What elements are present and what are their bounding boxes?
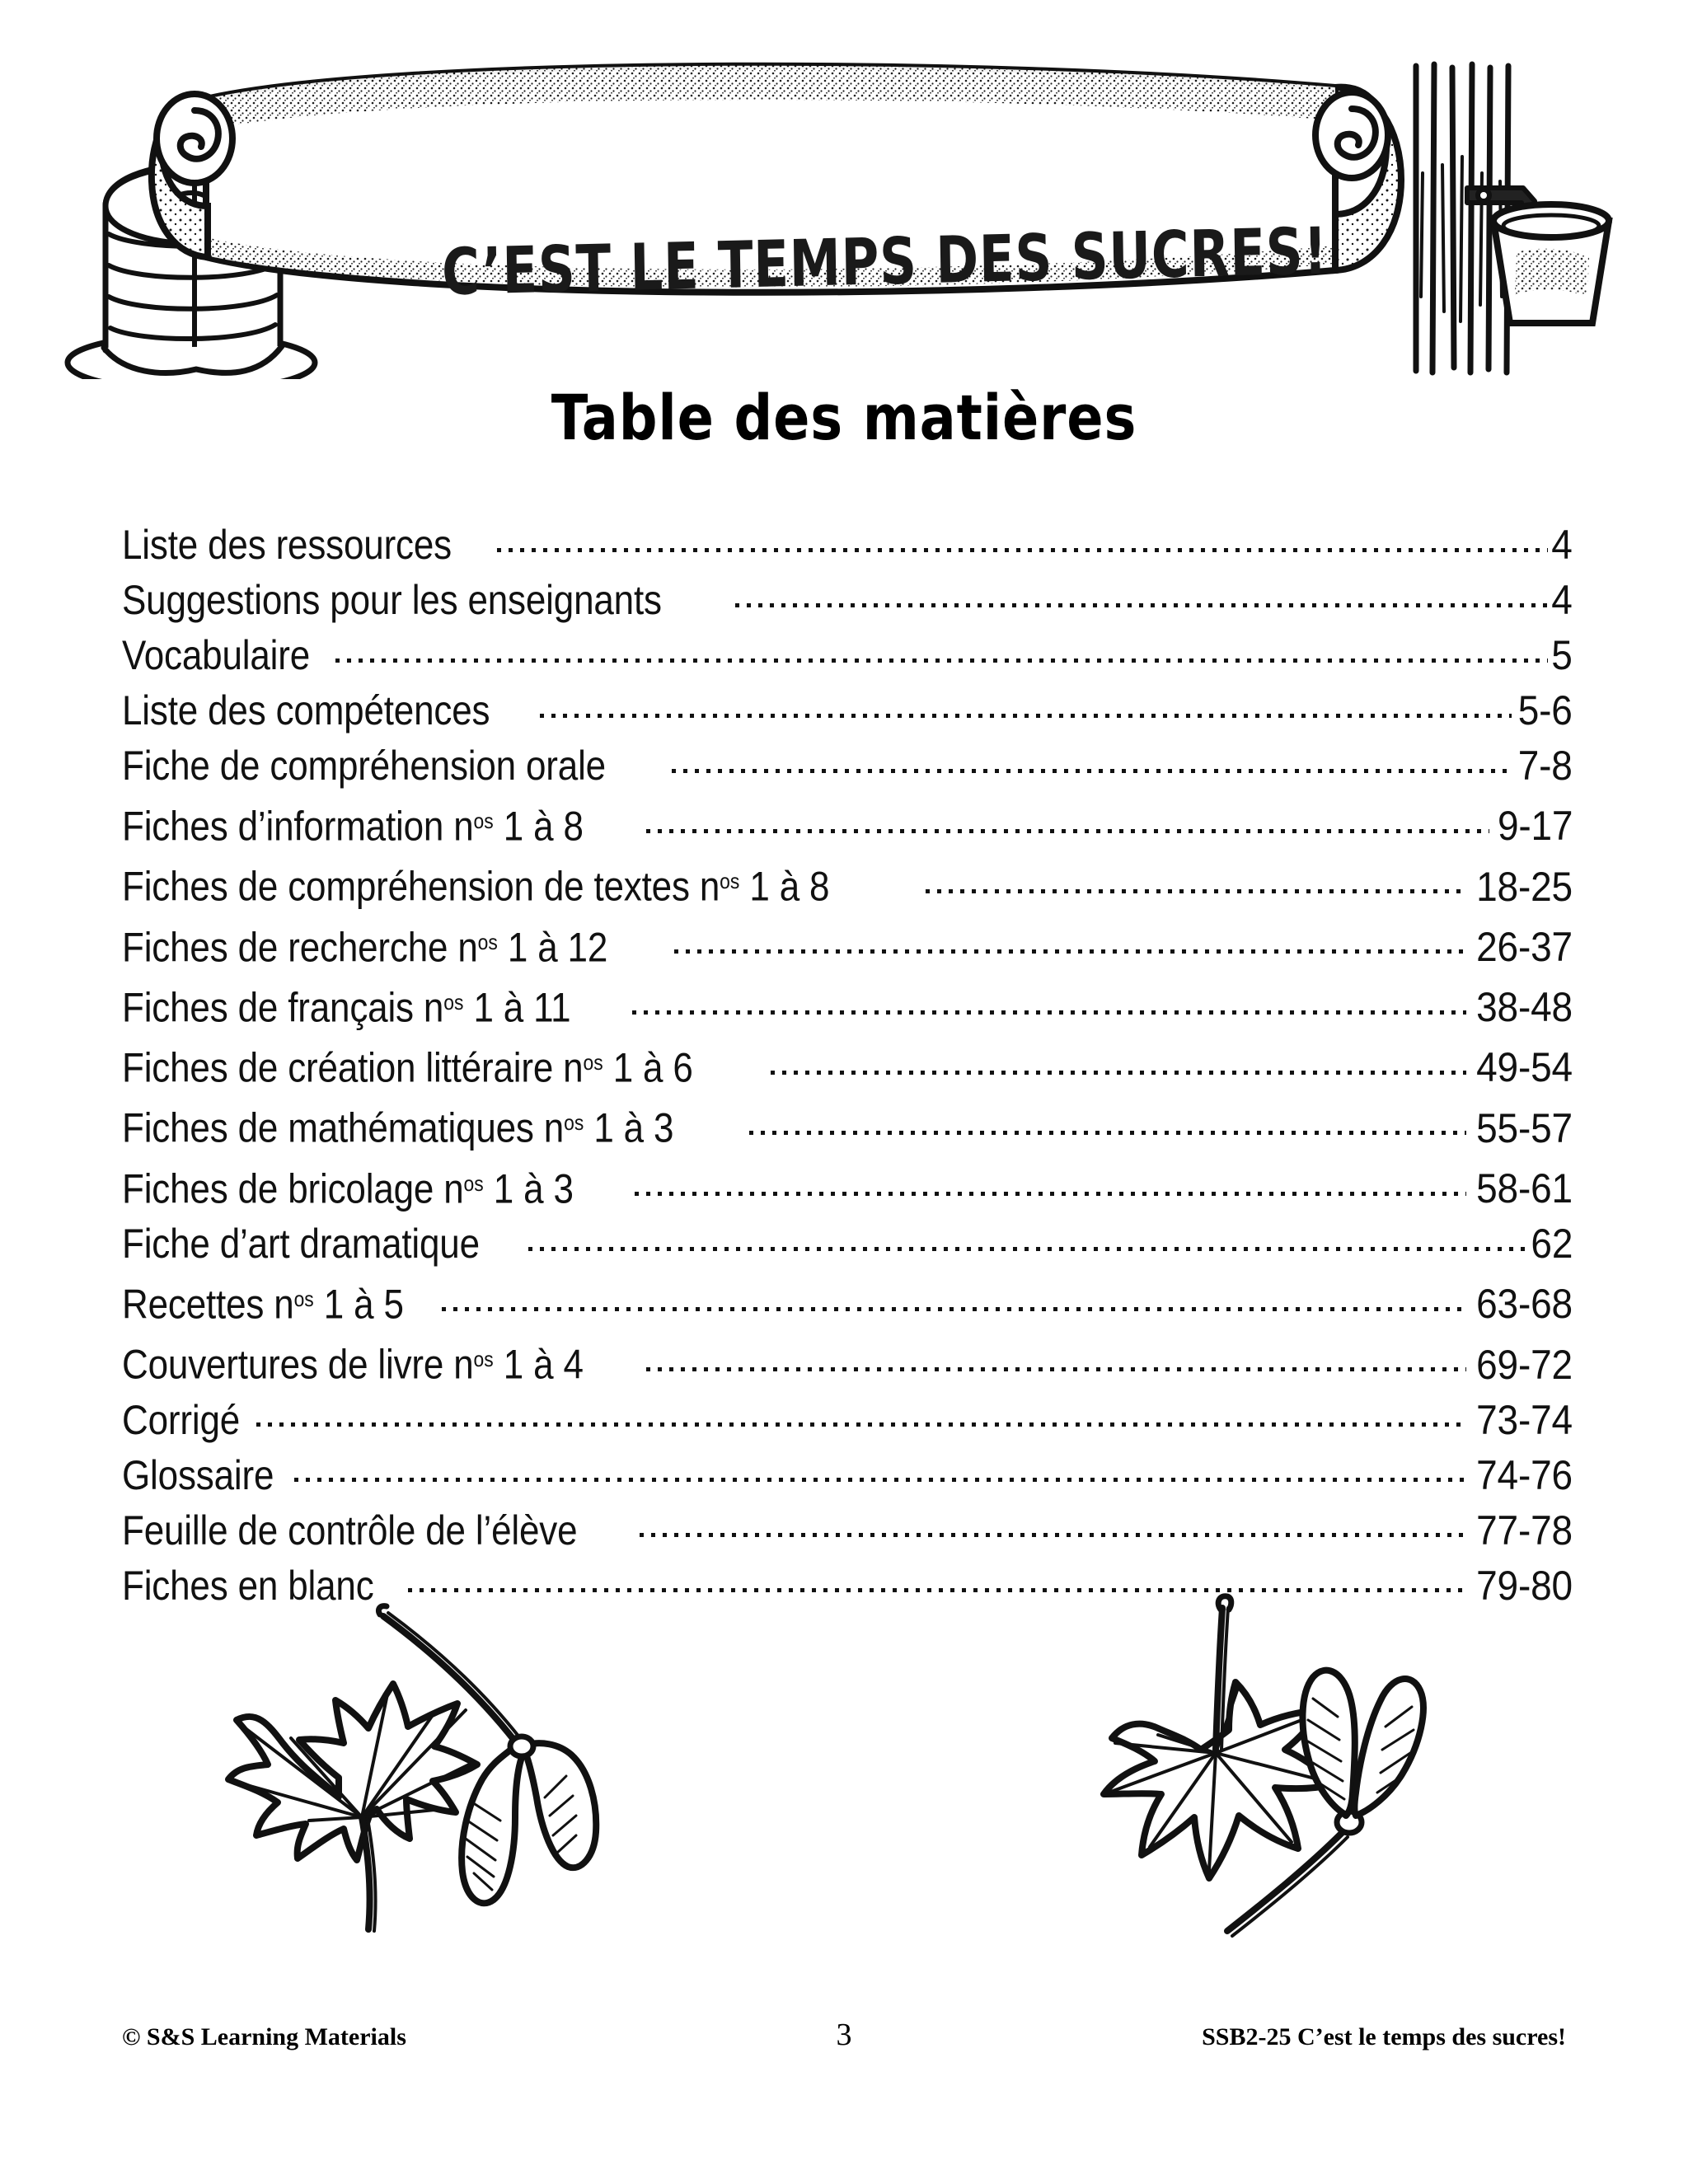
toc-entry-page-number: 74-76 bbox=[1476, 1451, 1573, 1498]
page-title: Table des matières bbox=[551, 381, 1137, 454]
toc-entry-page-number: 77-78 bbox=[1476, 1507, 1573, 1554]
toc-leader-dots bbox=[672, 738, 1512, 780]
toc-entry-page-number: 26-37 bbox=[1476, 923, 1573, 970]
toc-entry-label-tail: 1 à 3 bbox=[584, 1104, 674, 1151]
toc-leader-dots bbox=[635, 1161, 1466, 1202]
toc-entry[interactable] bbox=[122, 518, 1573, 573]
toc-entry-label: Fiches de création littéraire $n^{os}$ 1 à 6 bbox=[122, 1044, 693, 1091]
toc-entry-label: Suggestions pour les enseignants bbox=[122, 577, 662, 623]
toc-entry-page-number: 38-48 bbox=[1476, 984, 1573, 1031]
toc-entry-label-superscript: os bbox=[443, 989, 464, 1015]
toc-entry-page-number: 7-8 bbox=[1518, 743, 1573, 789]
toc-leader-dots bbox=[294, 1448, 1466, 1489]
toc-entry-page-number: 4 bbox=[1551, 522, 1573, 568]
toc-entry-page-number: 49-54 bbox=[1476, 1044, 1573, 1091]
banner-title: C’EST LE TEMPS DES SUCRES! bbox=[441, 214, 1329, 311]
toc-entry-label-superscript: os bbox=[564, 1110, 584, 1136]
toc-entry-label: Couvertures de livre $n^{os}$ 1 à 4 bbox=[122, 1341, 584, 1388]
toc-entry-label: Recettes $n^{os}$ 1 à 5 bbox=[122, 1281, 404, 1328]
toc-entry-label: Fiches de recherche $n^{os}$ 1 à 12 bbox=[122, 923, 608, 970]
toc-leader-dots bbox=[528, 1216, 1526, 1258]
toc-entry-label-superscript: os bbox=[720, 869, 740, 894]
toc-entry-label: Corrigé bbox=[122, 1396, 241, 1443]
toc-entry-label: Feuille de contrôle de l’élève bbox=[122, 1507, 578, 1554]
toc-leader-dots bbox=[749, 1101, 1467, 1142]
toc-entry-page-number: 79-80 bbox=[1476, 1562, 1573, 1609]
toc-entry-label: Fiche de compréhension orale bbox=[122, 743, 606, 789]
toc-entry-label-tail: 1 à 3 bbox=[483, 1165, 574, 1212]
toc-entry-label-tail: 1 à 8 bbox=[739, 863, 830, 910]
toc-leader-dots bbox=[497, 518, 1549, 559]
toc-entry-page-number: 4 bbox=[1551, 577, 1573, 623]
toc-entry-label: Liste des compétences bbox=[122, 687, 490, 733]
toc-entry-page-number: 55-57 bbox=[1476, 1104, 1573, 1151]
sap-bucket-icon bbox=[1493, 204, 1609, 323]
toc-entry-page-number: 18-25 bbox=[1476, 863, 1573, 910]
toc-entry-label-superscript: os bbox=[293, 1286, 314, 1312]
toc-entry[interactable] bbox=[122, 1393, 1573, 1448]
toc-leader-dots bbox=[735, 573, 1548, 614]
toc-entry-label-tail: 1 à 12 bbox=[497, 923, 608, 970]
toc-entry[interactable] bbox=[122, 1095, 1573, 1155]
toc-entry-label-tail: 1 à 4 bbox=[493, 1341, 584, 1388]
toc-entry-page-number: 73-74 bbox=[1476, 1396, 1573, 1443]
toc-entry[interactable] bbox=[122, 1332, 1573, 1392]
toc-entry-label-tail: 1 à 11 bbox=[463, 984, 571, 1031]
toc-entry-label: Fiches de français $n^{os}$ 1 à 11 bbox=[122, 984, 571, 1031]
toc-entry-label-tail: 1 à 5 bbox=[313, 1281, 404, 1328]
toc-entry-label: Fiches de compréhension de textes $n^{os}$ 1 à 8 bbox=[122, 863, 830, 910]
toc-entry-label-superscript: os bbox=[473, 1347, 494, 1372]
toc-entry-label: Vocabulaire bbox=[122, 632, 311, 678]
toc-entry-page-number: 5 bbox=[1551, 632, 1573, 678]
toc-entry[interactable] bbox=[122, 915, 1573, 975]
toc-entry-page-number: 9-17 bbox=[1497, 803, 1573, 850]
toc-entry-label-superscript: os bbox=[473, 808, 494, 833]
toc-leader-dots bbox=[646, 1338, 1466, 1379]
toc-leader-dots bbox=[646, 799, 1489, 840]
toc-entry-page-number: 62 bbox=[1531, 1221, 1573, 1268]
toc-entry-label-superscript: os bbox=[583, 1050, 603, 1076]
toc-entry[interactable] bbox=[122, 738, 1573, 794]
toc-entry[interactable] bbox=[122, 628, 1573, 683]
toc-leader-dots bbox=[771, 1040, 1466, 1081]
toc-entry-label: Glossaire bbox=[122, 1451, 274, 1498]
toc-entry-label-tail: 1 à 6 bbox=[603, 1044, 693, 1091]
header-illustration-band bbox=[0, 49, 1688, 379]
toc-entry-label: Fiches de bricolage $n^{os}$ 1 à 3 bbox=[122, 1165, 574, 1212]
table-of-contents bbox=[122, 518, 1573, 1614]
footer-page-number: 3 bbox=[836, 2018, 852, 2052]
toc-entry[interactable] bbox=[122, 683, 1573, 738]
footer-reference: SSB2-25 C’est le temps des sucres! bbox=[1202, 2023, 1566, 2050]
maple-leaf-with-samara-icon-right bbox=[1026, 1537, 1455, 1949]
toc-entry-label: Fiches en blanc bbox=[122, 1562, 374, 1609]
toc-entry-label-tail: 1 à 8 bbox=[493, 803, 584, 850]
toc-leader-dots bbox=[256, 1393, 1467, 1434]
toc-entry[interactable] bbox=[122, 1216, 1573, 1272]
toc-entry-page-number: 5-6 bbox=[1518, 687, 1573, 733]
toc-entry-page-number: 58-61 bbox=[1476, 1165, 1573, 1212]
toc-entry[interactable] bbox=[122, 975, 1573, 1035]
toc-entry[interactable] bbox=[122, 854, 1573, 914]
toc-entry[interactable] bbox=[122, 1448, 1573, 1503]
toc-leader-dots bbox=[442, 1277, 1466, 1318]
toc-leader-dots bbox=[674, 920, 1467, 961]
toc-entry[interactable] bbox=[122, 794, 1573, 854]
toc-entry-label: Liste des ressources bbox=[122, 522, 452, 568]
toc-entry[interactable] bbox=[122, 1035, 1573, 1095]
toc-entry-label: Fiches de mathématiques $n^{os}$ 1 à 3 bbox=[122, 1104, 674, 1151]
toc-entry-label-superscript: os bbox=[463, 1170, 484, 1196]
toc-entry-page-number: 63-68 bbox=[1476, 1281, 1573, 1328]
toc-entry-label-superscript: os bbox=[477, 929, 498, 954]
toc-entry-page-number: 69-72 bbox=[1476, 1341, 1573, 1388]
toc-leader-dots bbox=[926, 860, 1466, 901]
page-footer bbox=[0, 2018, 1688, 2073]
toc-entry-label: Fiche d’art dramatique bbox=[122, 1221, 480, 1268]
toc-entry-label: Fiches d’information $n^{os}$ 1 à 8 bbox=[122, 803, 584, 850]
toc-leader-dots bbox=[540, 683, 1512, 724]
toc-leader-dots bbox=[335, 628, 1548, 669]
toc-entry[interactable] bbox=[122, 573, 1573, 628]
footer-copyright: © S&S Learning Materials bbox=[122, 2023, 406, 2050]
toc-entry[interactable] bbox=[122, 1272, 1573, 1332]
toc-leader-dots bbox=[632, 980, 1466, 1021]
toc-entry[interactable] bbox=[122, 1156, 1573, 1216]
maple-leaf-with-samara-icon-left bbox=[185, 1545, 606, 1957]
